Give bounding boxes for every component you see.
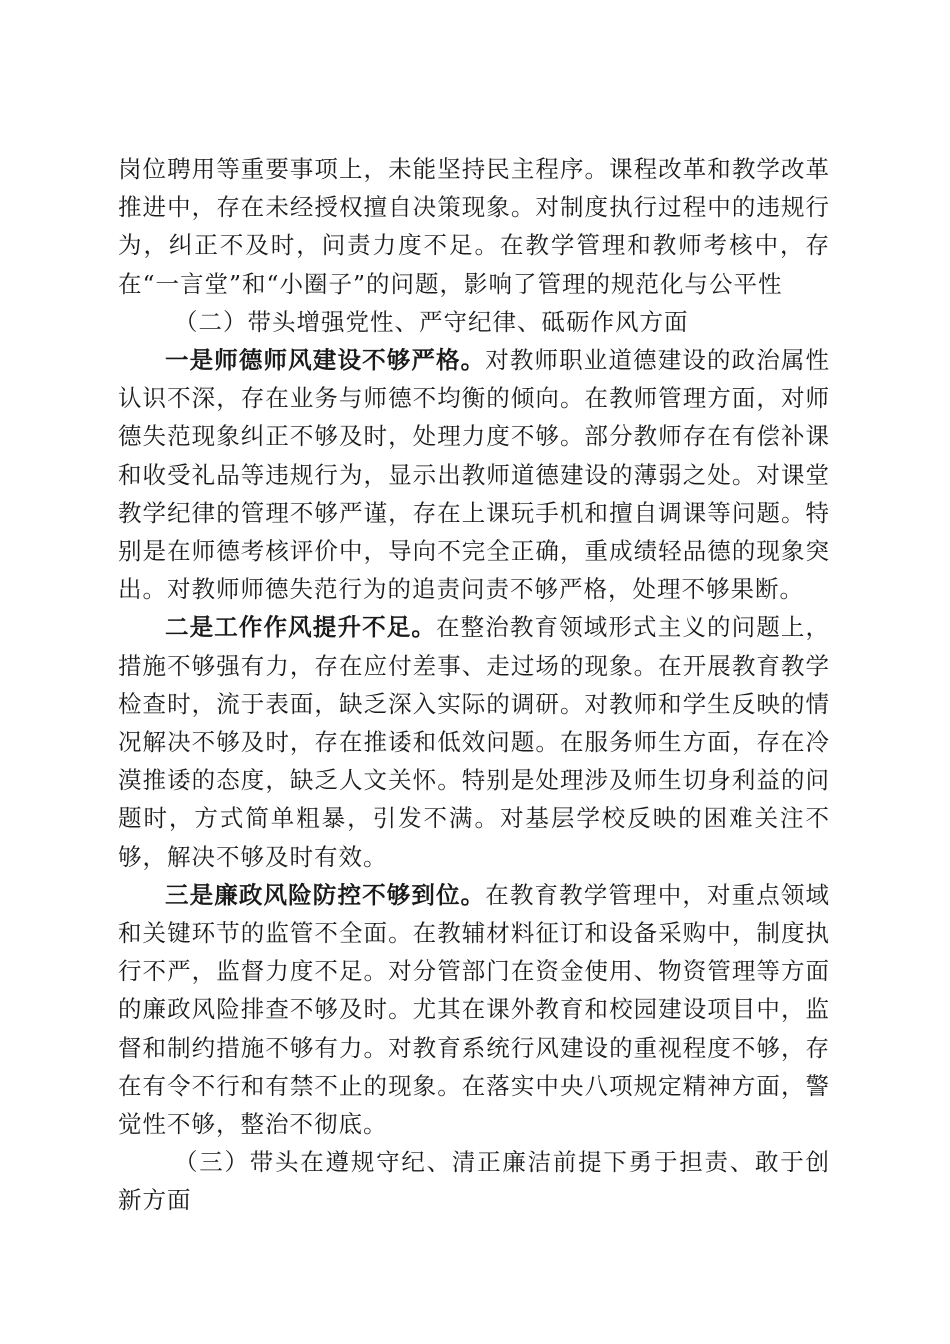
item-2-lead: 二是工作作风提升不足。 (165, 613, 436, 642)
item-1-text: 对教师职业道德建设的政治属性认识不深，存在业务与师德不均衡的倾向。在教师管理方面，对师德失范现象纠正不够及时，处理力度不够。部分教师存在有偿补课和收受礼品等违规行为，显示出教师道德建设的薄弱之处。对课堂教学纪律的管理不够严谨，存在上课玩手机和擅自调课等问题。特别是在师德考核评价中，导向不完全正确，重成绩轻品德的现象突出。对教师师德失范行为的追责问责不够严格，处理不够果断。 (118, 346, 830, 604)
paragraph-item-2 (118, 608, 830, 875)
item-1-lead: 一是师德师风建设不够严格。 (165, 346, 486, 375)
section-heading-2: （二）带头增强党性、严守纪律、砥砺作风方面 (174, 307, 689, 336)
item-3-text: 在教育教学管理中，对重点领域和关键环节的监管不全面。在教辅材料征订和设备采购中，制度执行不严，监督力度不足。对分管部门在资金使用、物资管理等方面的廉政风险排查不够及时。尤其在课外教育和校园建设项目中，监督和制约措施不够有力。对教育系统行风建设的重视程度不够，存在有令不行和有禁不止的现象。在落实中央八项规定精神方面，警觉性不够，整治不彻底。 (118, 880, 830, 1139)
item-3-lead: 三是廉政风险防控不够到位。 (165, 880, 486, 909)
section-heading-3: （三）带头在遵规守纪、清正廉洁前提下勇于担责、敢于创新方面 (118, 1148, 830, 1215)
item-2-text: 在整治教育领域形式主义的问题上，措施不够强有力，存在应付差事、走过场的现象。在开展教育教学检查时，流于表面，缺乏深入实际的调研。对教师和学生反映的情况解决不够及时，存在推诿和低效问题。在服务师生方面，存在冷漠推诿的态度，缺乏人文关怀。特别是处理涉及师生切身利益的问题时，方式简单粗暴，引发不满。对基层学校反映的困难关注不够，解决不够及时有效。 (118, 613, 831, 871)
paragraph-item-1 (118, 341, 830, 608)
document-body (118, 150, 830, 1220)
paragraph-item-3 (118, 876, 830, 1143)
paragraph-continuation: 岗位聘用等重要事项上，未能坚持民主程序。课程改革和教学改革推进中，存在未经授权擅自决策现象。对制度执行过程中的违规行为，纠正不及时，问责力度不足。在教学管理和教师考核中，存在“一言堂”和“小圈子”的问题，影响了管理的规范化与公平性 (118, 155, 830, 298)
